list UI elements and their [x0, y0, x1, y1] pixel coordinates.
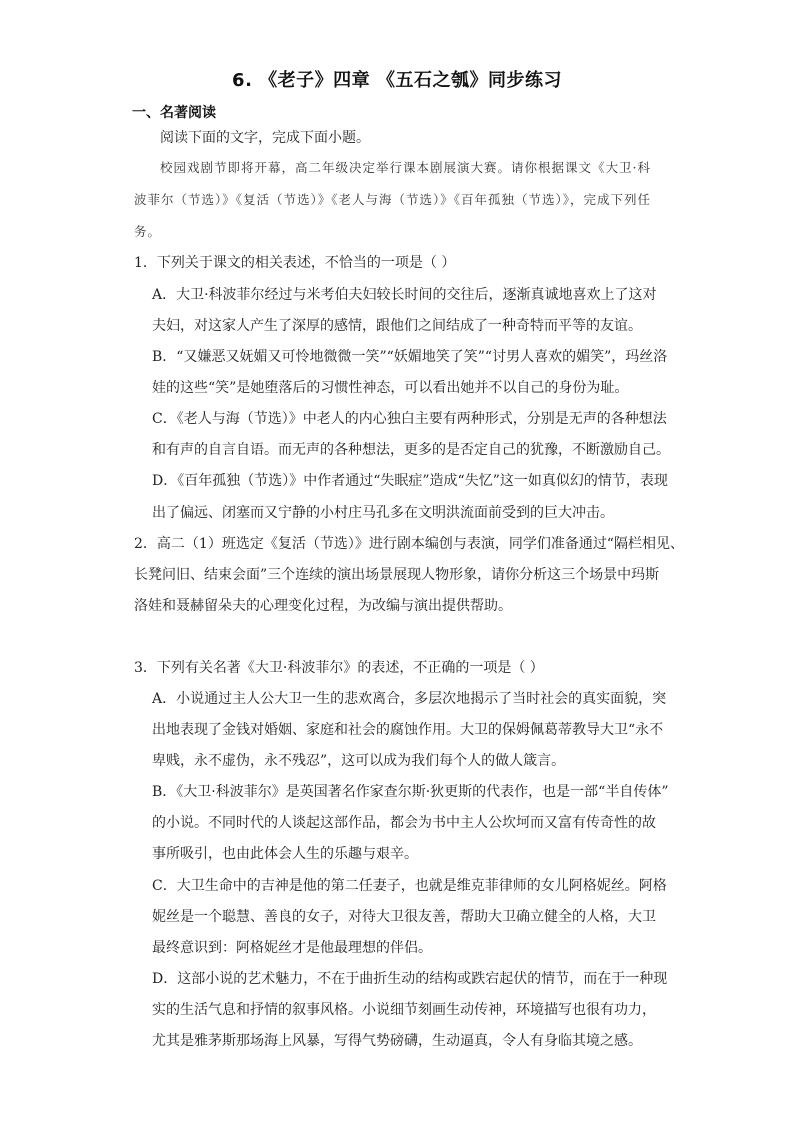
question-2-line: 2．高二（1）班选定《复活（节选）》进行剧本编创与表演，同学们准备通过“隔栏相见、 [134, 536, 684, 552]
page-title: 6. 《老子》四章 《五石之瓠》同步练习 [232, 70, 562, 91]
passage-line: 务。 [134, 224, 162, 239]
q3-option-c: C．大卫生命中的吉神是他的第二任妻子，也就是维克菲律师的女儿阿格妮丝。阿格 [152, 878, 667, 894]
q3-option-d-cont: 实的生活气息和抒情的叙事风格。小说细节刻画生动传神，环境描写也很有功力， [152, 1002, 656, 1018]
q3-option-d-cont: 尤其是雅茅斯那场海上风暴，写得气势磅礴，生动逼真，令人有身临其境之感。 [152, 1033, 642, 1049]
passage-line: 校园戏剧节即将开幕，高二年级决定举行课本剧展演大赛。请你根据课文《大卫·科 [160, 160, 651, 175]
intro-text: 阅读下面的文字，完成下面小题。 [160, 130, 370, 146]
q3-option-a: A．小说通过主人公大卫一生的悲欢离合，多层次地揭示了当时社会的真实面貌，突 [152, 691, 667, 707]
q3-option-b-cont: 事所吸引，也由此体会人生的乐趣与艰辛。 [152, 846, 418, 862]
q1-option-b: B．“又嫌恶又妩媚又可怜地微微一笑”“妖媚地笑了笑”“讨男人喜欢的媚笑”，玛丝洛 [152, 349, 668, 365]
q3-option-a-cont: 出地表现了金钱对婚姻、家庭和社会的腐蚀作用。大卫的保姆佩葛蒂教导大卫“永不 [152, 722, 664, 738]
q3-option-a-cont: 卑贱，永不虚伪，永不残忍”，这可以成为我们每个人的做人箴言。 [152, 753, 566, 769]
q3-option-c-cont: 妮丝是一个聪慧、善良的女子，对待大卫很友善，帮助大卫确立健全的人格，大卫 [152, 909, 656, 925]
question-2-line: 洛娃和聂赫留朵夫的心理变化过程，为改编与演出提供帮助。 [134, 598, 512, 614]
q3-option-c-cont: 最终意识到：阿格妮丝才是他最理想的伴侣。 [152, 940, 432, 956]
q3-option-b: B．《大卫·科波菲尔》是英国著名作家查尔斯·狄更斯的代表作，也是一部“半自传体” [152, 784, 669, 800]
passage-line: 波菲尔（节选）》《复活（节选）》《老人与海（节选）》《百年孤独（节选）》，完成下列任 [134, 192, 652, 207]
q1-option-c-cont: 和有声的自言自语。而无声的各种想法，更多的是否定自己的犹豫，不断激励自己。 [152, 442, 670, 458]
q1-option-b-cont: 娃的这些“笑”是她堕落后的习惯性神态，可以看出她并不以自己的身份为耻。 [152, 380, 629, 396]
q1-option-a: A．大卫·科波菲尔经过与米考伯夫妇较长时间的交往后，逐渐真诚地喜欢上了这对 [152, 287, 657, 303]
question-3-stem: 3．下列有关名著《大卫·科波菲尔》的表述，不正确的一项是（ ） [134, 660, 544, 676]
q3-option-d: D．这部小说的艺术魅力，不在于曲折生动的结构或跌宕起伏的情节，而在于一种现 [152, 971, 668, 987]
q1-option-c: C．《老人与海（节选）》中老人的内心独白主要有两种形式，分别是无声的各种想法 [152, 411, 667, 427]
q1-option-d: D．《百年孤独（节选）》中作者通过“失眠症”造成“失忆”这一如真似幻的情节，表现 [152, 473, 668, 489]
section-heading: 一、名著阅读 [132, 105, 216, 121]
question-1-stem: 1．下列关于课文的相关表述，不恰当的一项是（ ） [134, 255, 456, 271]
q1-option-d-cont: 出了偏远、闭塞而又宁静的小村庄马孔多在文明洪流面前受到的巨大冲击。 [152, 505, 614, 521]
q1-option-a-cont: 夫妇，对这家人产生了深厚的感情，跟他们之间结成了一种奇特而平等的友谊。 [152, 318, 642, 334]
q3-option-b-cont: 的小说。不同时代的人谈起这部作品，都会为书中主人公坎坷而又富有传奇性的故 [152, 815, 656, 831]
question-2-line: 长凳问旧、结束会面”三个连续的演出场景展现人物形象，请你分析这三个场景中玛斯 [134, 567, 660, 583]
